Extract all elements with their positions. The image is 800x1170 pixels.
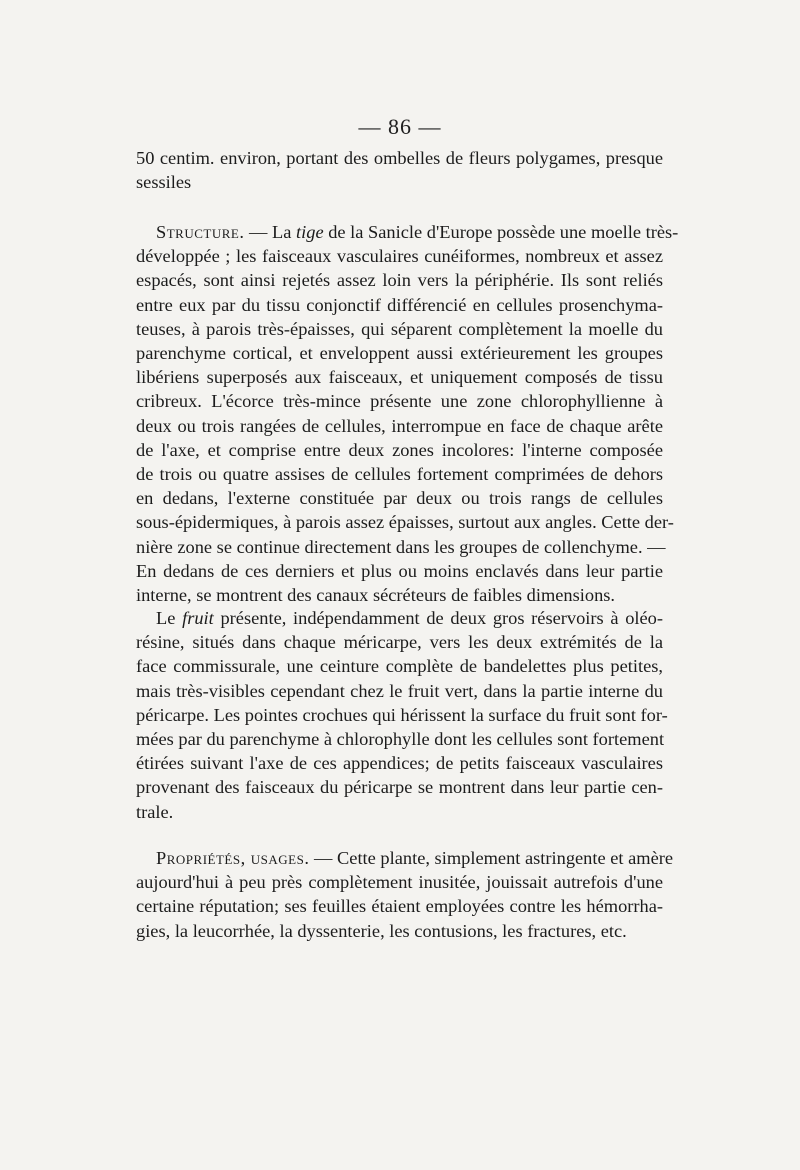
- lead-word: Le: [156, 608, 183, 628]
- text-line: péricarpe. Les pointes crochues qui hérissent la surface du fruit sont for-: [136, 704, 668, 725]
- text-line: [136, 220, 679, 244]
- text-line: étirées suivant l'axe de ces appendices; de petits faisceaux vasculaires: [136, 753, 663, 774]
- text-line: gies, la leucorrhée, la dyssenterie, les contusions, les fractures, etc.: [136, 920, 627, 941]
- text-line: aujourd'hui à peu près complètement inusitée, jouissait autrefois d'une: [136, 872, 663, 893]
- properties-paragraph: [136, 846, 674, 943]
- text-line: en dedans, l'externe constituée par deux ou trois rangs de cellules: [136, 488, 663, 509]
- text-line: teuses, à parois très-épaisses, qui séparent complètement la moelle du: [136, 318, 663, 339]
- text-line: parenchyme cortical, et enveloppent aussi extérieurement les groupes: [136, 343, 663, 364]
- text-line: trale.: [136, 801, 174, 822]
- section-heading-properties: Propriétés, usages.: [156, 848, 310, 868]
- structure-paragraph: [136, 220, 679, 607]
- text-line: espacés, sont ainsi rejetés assez loin vers la périphérie. Ils sont reliés: [136, 270, 663, 291]
- fruit-paragraph: [136, 606, 668, 824]
- text-line: cribreux. L'écorce très-mince présente une zone chlorophyllienne à: [136, 391, 663, 412]
- text-line: certaine réputation; ses feuilles étaient employées contre les hémorrha-: [136, 896, 663, 917]
- first-line-rest: — Cette plante, simplement astringente et amère: [309, 848, 674, 868]
- intro-paragraph: [136, 146, 663, 194]
- text-line: [136, 846, 674, 870]
- text-line: En dedans de ces derniers et plus ou moins enclavés dans leur partie: [136, 560, 663, 581]
- text-line: 50 centim. environ, portant des ombelles de fleurs polygames, presque: [136, 148, 663, 168]
- text-line: mais très-visibles cependant chez le fruit vert, dans la partie interne du: [136, 680, 663, 701]
- term-tige: tige: [296, 222, 324, 242]
- text-line: de l'axe, et comprise entre deux zones incolores: l'interne composée: [136, 439, 663, 460]
- text-line: sessiles: [136, 172, 192, 193]
- text-line: mées par du parenchyme à chlorophylle dont les cellules sont fortement: [136, 729, 665, 750]
- text-line: provenant des faisceaux du péricarpe se montrent dans leur partie cen-: [136, 777, 663, 798]
- text-line: [136, 606, 663, 630]
- term-fruit: fruit: [182, 608, 214, 628]
- text-line: développée ; les faisceaux vasculaires cunéiformes, nombreux et assez: [136, 246, 663, 267]
- text-line: résine, situés dans chaque méricarpe, vers les deux extrémités de la: [136, 632, 663, 653]
- text-line: de trois ou quatre assises de cellules fortement comprimées de dehors: [136, 464, 663, 485]
- first-line-rest: de la Sanicle d'Europe possède une moelle très-: [323, 222, 679, 242]
- text-line: face commissurale, une ceinture complète de bandelettes plus petites,: [136, 656, 663, 677]
- text-line: deux ou trois rangées de cellules, interrompue en face de chaque arête: [136, 415, 663, 436]
- page-number: — 86 —: [358, 114, 442, 139]
- text-line: interne, se montrent des canaux sécréteurs de faibles dimensions.: [136, 585, 616, 606]
- heading-dash: — La: [244, 222, 297, 242]
- text-line: nière zone se continue directement dans les groupes de collenchyme. —: [136, 536, 666, 557]
- text-line: libériens superposés aux faisceaux, et uniquement composés de tissu: [136, 367, 663, 388]
- section-heading-structure: Structure.: [156, 222, 245, 242]
- first-line-rest: présente, indépendamment de deux gros réservoirs à oléo-: [213, 608, 664, 628]
- text-line: sous-épidermiques, à parois assez épaisses, surtout aux angles. Cette der-: [136, 512, 674, 533]
- text-line: entre eux par du tissu conjonctif différencié en cellules prosenchyma-: [136, 294, 663, 315]
